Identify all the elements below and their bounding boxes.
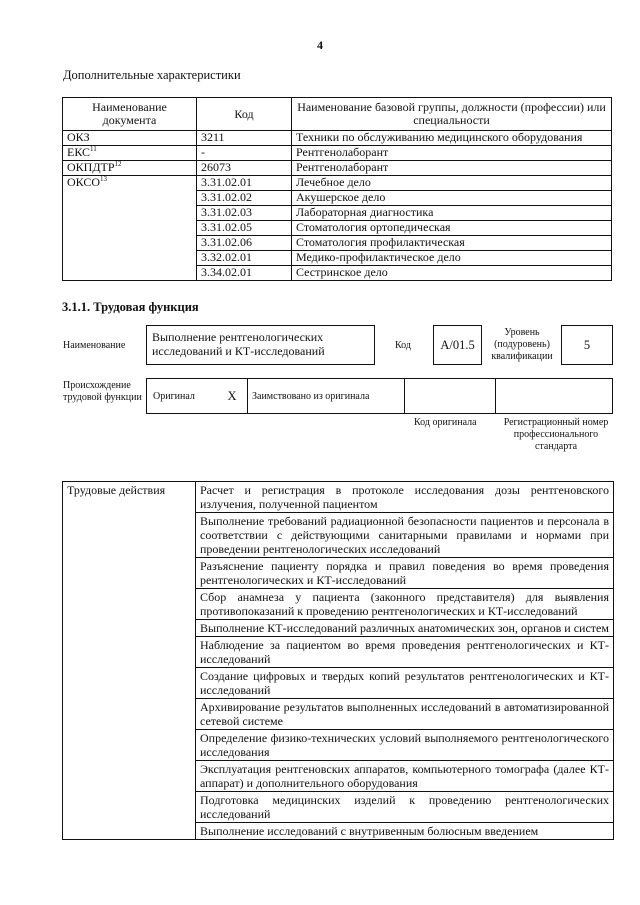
table-row bbox=[63, 146, 612, 161]
code-cell: 3.31.02.05 bbox=[197, 221, 292, 236]
code-cell: 3.31.02.03 bbox=[197, 206, 292, 221]
origin-original-cell: Оригинал bbox=[153, 390, 195, 402]
name-cell: Стоматология ортопедическая bbox=[292, 221, 612, 236]
name-cell: Рентгенолаборант bbox=[292, 161, 612, 176]
origin-mark-cell: X bbox=[217, 379, 248, 413]
action-cell: Создание цифровых и твердых копий результатов рентгенологических и КТ-исследований bbox=[196, 668, 614, 699]
origin-row bbox=[146, 378, 613, 414]
name-label: Наименование bbox=[63, 340, 126, 351]
name-cell: Лечебное дело bbox=[292, 176, 612, 191]
action-cell: Эксплуатация рентгеновских аппаратов, компьютерного томографа (далее КТ-аппарат) и дополнительного оборудования bbox=[196, 761, 614, 792]
name-cell: Акушерское дело bbox=[292, 191, 612, 206]
reg-number-label: Регистрационный номер профессионального стандарта bbox=[503, 417, 609, 452]
page-number: 4 bbox=[317, 38, 323, 52]
code-cell: 26073 bbox=[197, 161, 292, 176]
table-row bbox=[63, 131, 612, 146]
table-row bbox=[63, 161, 612, 176]
labor-actions-table bbox=[62, 481, 614, 840]
origin-borrowed-cell: Заимствовано из оригинала bbox=[248, 379, 405, 413]
code-cell: 3.31.02.01 bbox=[197, 176, 292, 191]
action-cell: Наблюдение за пациентом во время проведения рентгенологических и КТ-исследований bbox=[196, 637, 614, 668]
column-header: Код bbox=[197, 98, 292, 131]
action-cell: Выполнение КТ-исследований различных анатомических зон, органов и систем bbox=[196, 620, 614, 637]
action-cell: Подготовка медицинских изделий к проведению рентгенологических исследований bbox=[196, 792, 614, 823]
doc-cell: ОКСО$^{13}$ bbox=[63, 176, 197, 281]
code-cell: 3.32.02.01 bbox=[197, 251, 292, 266]
actions-heading-cell: Трудовые действия bbox=[63, 482, 196, 840]
code-cell: 3.31.02.02 bbox=[197, 191, 292, 206]
original-code-cell bbox=[406, 379, 496, 413]
additional-characteristics-table bbox=[62, 97, 612, 281]
action-cell: Определение физико-технических условий выполняемого рентгенологического исследования bbox=[196, 730, 614, 761]
labor-function-title: 3.1.1. Трудовая функция bbox=[62, 300, 199, 314]
code-cell: - bbox=[197, 146, 292, 161]
action-cell: Сбор анамнеза у пациента (законного представителя) для выявления противопоказаний к проведению рентгенологических и КТ-исследований bbox=[196, 589, 614, 620]
function-name-box: Выполнение рентгенологических исследований и КТ-исследований bbox=[146, 325, 375, 365]
action-cell: Архивирование результатов выполненных исследований в автоматизированной сетевой системе bbox=[196, 699, 614, 730]
table-header-row bbox=[63, 98, 612, 131]
level-box: 5 bbox=[561, 325, 613, 365]
column-header: Наименование документа bbox=[63, 98, 197, 131]
level-label: Уровень (подуровень) квалификации bbox=[491, 327, 553, 362]
action-cell: Расчет и регистрация в протоколе исследования дозы рентгеновского излучения, полученной пациентом bbox=[196, 482, 614, 513]
origin-label: Происхождение трудовой функции bbox=[63, 380, 142, 403]
code-cell: 3211 bbox=[197, 131, 292, 146]
name-cell: Лабораторная диагностика bbox=[292, 206, 612, 221]
action-cell: Выполнение требований радиационной безопасности пациентов и персонала в соответствии с действующими санитарными правилами и нормами при проведении рентгенологических исследований bbox=[196, 513, 614, 558]
column-header: Наименование базовой группы, должности (профессии) или специальности bbox=[292, 98, 612, 131]
table-row bbox=[63, 176, 612, 191]
name-cell: Техники по обслуживанию медицинского оборудования bbox=[292, 131, 612, 146]
code-cell: 3.34.02.01 bbox=[197, 266, 292, 281]
name-cell: Медико-профилактическое дело bbox=[292, 251, 612, 266]
table-row bbox=[63, 482, 614, 513]
function-code-box: A/01.5 bbox=[433, 325, 482, 365]
name-cell: Рентгенолаборант bbox=[292, 146, 612, 161]
action-cell: Разъяснение пациенту порядка и правил поведения во время проведения рентгенологических и КТ-исследований bbox=[196, 558, 614, 589]
doc-cell: ЕКС$^{11}$ bbox=[63, 146, 197, 161]
code-label: Код bbox=[395, 340, 411, 351]
name-cell: Сестринское дело bbox=[292, 266, 612, 281]
code-cell: 3.31.02.06 bbox=[197, 236, 292, 251]
section-caption: Дополнительные характеристики bbox=[63, 68, 241, 82]
doc-cell: ОКЗ bbox=[63, 131, 197, 146]
original-code-label: Код оригинала bbox=[414, 417, 477, 428]
action-cell: Выполнение исследований с внутривенным болюсным введением bbox=[196, 823, 614, 840]
doc-cell: ОКПДТР$^{12}$ bbox=[63, 161, 197, 176]
name-cell: Стоматология профилактическая bbox=[292, 236, 612, 251]
